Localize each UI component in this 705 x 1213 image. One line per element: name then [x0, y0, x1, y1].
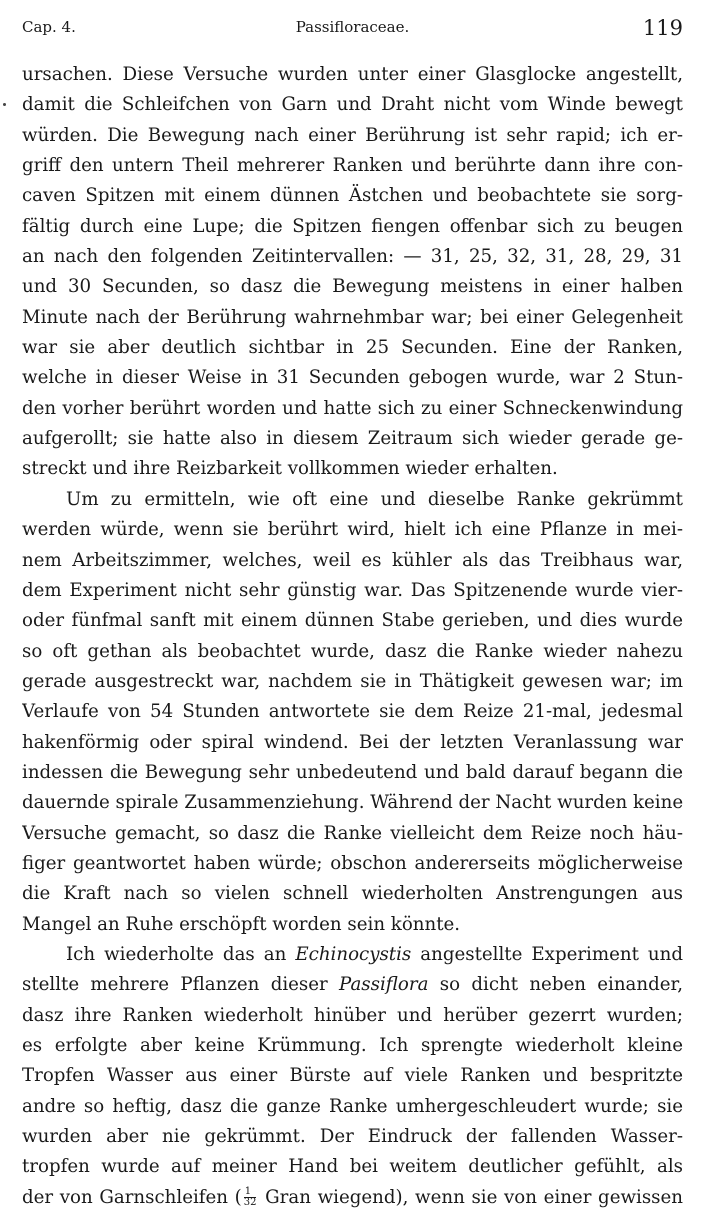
paragraph-line: den vorher berührt worden und hatte sich zu einer Schneckenwindung	[22, 397, 683, 419]
page-number: 119	[642, 16, 683, 40]
margin-speck	[3, 103, 6, 106]
paragraph-line: fältig durch eine Lupe; die Spitzen fiengen offenbar sich zu beugen	[22, 215, 683, 237]
paragraph-line: Versuche gemacht, so dasz die Ranke vielleicht dem Reize noch häu-	[22, 822, 683, 844]
paragraph-line: tropfen wurde auf meiner Hand bei weitem deutlicher gefühlt, als	[22, 1156, 683, 1178]
paragraph-line: würden. Die Bewegung nach einer Berührung ist sehr rapid; ich er-	[22, 124, 683, 146]
paragraph-line: die Kraft nach so vielen schnell wiederholten Anstrengungen aus	[22, 883, 683, 905]
paragraph-line: griff den untern Theil mehrerer Ranken und berührte dann ihre con-	[22, 155, 683, 177]
paragraph-line: und 30 Secunden, so dasz die Bewegung meistens in einer halben	[22, 276, 683, 298]
paragraph-line: caven Spitzen mit einem dünnen Ästchen und beobachtete sie sorg-	[22, 185, 683, 207]
paragraph-line: figer geantwortet haben würde; obschon andererseits möglicherweise	[22, 852, 683, 874]
paragraph-line: Minute nach der Berührung wahrnehmbar war; bei einer Gelegenheit	[22, 306, 683, 328]
body-text	[22, 60, 683, 1213]
paragraph-line: werden würde, wenn sie berührt wird, hielt ich eine Pflanze in mei-	[22, 519, 683, 541]
paragraph-line: streckt und ihre Reizbarkeit vollkommen wieder erhalten.	[22, 458, 558, 480]
paragraph-line: dem Experiment nicht sehr günstig war. Das Spitzenende wurde vier-	[22, 579, 683, 601]
paragraph-line: nem Arbeitszimmer, welches, weil es kühler als das Treibhaus war,	[22, 549, 683, 571]
paragraph-line: dauernde spirale Zusammenziehung. Während der Nacht wurden keine	[22, 792, 683, 814]
taxon-name-echinocystis: Echinocystis	[295, 943, 412, 965]
taxon-name-passiflora: Passiflora	[339, 974, 429, 996]
paragraph-line: an nach den folgenden Zeitintervallen: — 31, 25, 32, 31, 28, 29, 31	[22, 246, 683, 268]
running-title: Passifloraceae.	[295, 18, 410, 36]
paragraph-line: war sie aber deutlich sichtbar in 25 Secunden. Eine der Ranken,	[22, 337, 683, 359]
paragraph-line: Ich wiederholte das an Echinocystis angestellte Experiment und	[66, 943, 683, 965]
paragraph-line: es erfolgte aber keine Krümmung. Ich sprengte wiederholt kleine	[22, 1035, 683, 1056]
paragraph-line: Tropfen Wasser aus einer Bürste auf viele Ranken und bespritzte	[22, 1065, 683, 1087]
paragraph-line: welche in dieser Weise in 31 Secunden gebogen wurde, war 2 Stun-	[22, 367, 683, 389]
paragraph-line: Mangel an Ruhe erschöpft worden sein könnte.	[22, 913, 461, 935]
paragraph-line: Um zu ermitteln, wie oft eine und dieselbe Ranke gekrümmt	[66, 488, 683, 510]
paragraph-line: ursachen. Diese Versuche wurden unter einer Glasglocke angestellt,	[22, 64, 683, 85]
paragraph-line: aufgerollt; sie hatte also in diesem Zeitraum sich wieder gerade ge-	[22, 428, 683, 450]
fraction: $\frac{1}{32}$	[243, 1186, 257, 1209]
paragraph-line: gerade ausgestreckt war, nachdem sie in Thätigkeit gewesen war; im	[22, 670, 683, 692]
paragraph-line: so oft gethan als beobachtet wurde, dasz die Ranke wieder nahezu	[22, 640, 683, 662]
paragraph-line: damit die Schleifchen von Garn und Draht nicht vom Winde bewegt	[22, 94, 683, 116]
chapter-label: Cap. 4.	[22, 18, 76, 36]
paragraph-line: Verlaufe von 54 Stunden antwortete sie dem Reize 21-mal, jedesmal	[22, 701, 683, 723]
paragraph-line: andre so heftig, dasz die ganze Ranke umhergeschleudert wurde; sie	[22, 1095, 683, 1117]
paragraph-3	[22, 940, 683, 1213]
paragraph-line: hakenförmig oder spiral windend. Bei der letzten Veranlassung war	[22, 731, 683, 753]
paragraph-line: wurden aber nie gekrümmt. Der Eindruck der fallenden Wasser-	[22, 1126, 683, 1148]
paragraph-line: indessen die Bewegung sehr unbedeutend und bald darauf begann die	[22, 761, 683, 783]
paragraph-line: dasz ihre Ranken wiederholt hinüber und herüber gezerrt wurden;	[22, 1004, 683, 1026]
running-header	[22, 14, 683, 42]
paragraph-line: oder fünfmal sanft mit einem dünnen Stabe gerieben, und dies wurde	[22, 610, 683, 632]
paragraph-line: stellte mehrere Pflanzen dieser Passiflora so dicht neben einander,	[22, 974, 683, 996]
paragraph-line: der von Garnschleifen ( $\frac{1}{32}$ Gran wiegend), wenn sie von einer gewissen	[22, 1186, 683, 1209]
paragraph-1	[22, 60, 683, 485]
paragraph-2	[22, 485, 683, 940]
